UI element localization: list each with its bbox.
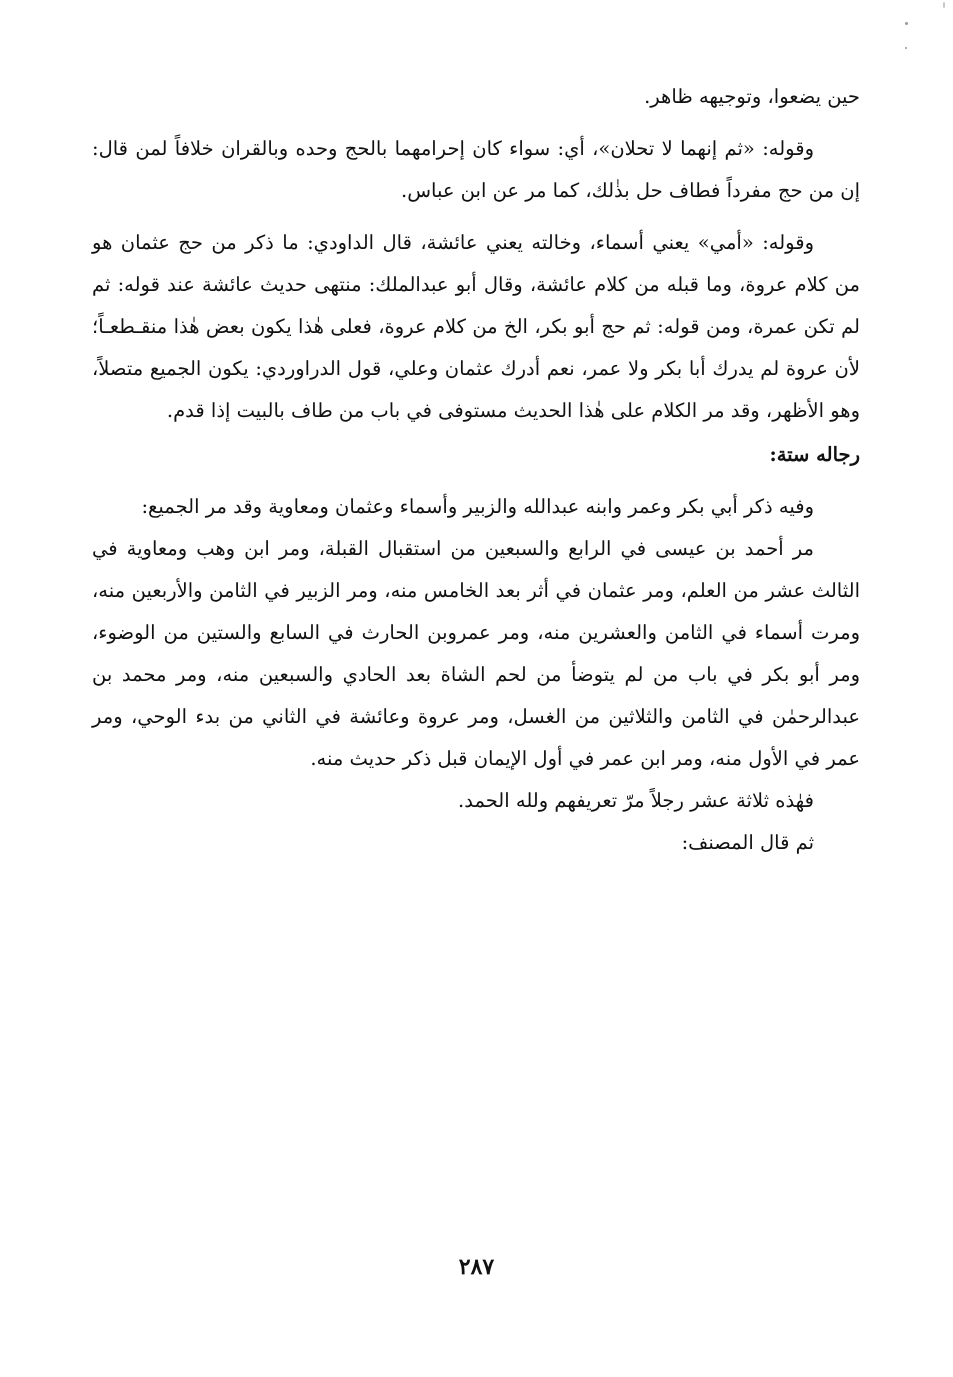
narrators-paragraph: مر أحمد بن عيسى في الرابع والسبعين من استقبال القبلة، ومر ابن وهب ومعاوية في الثالث عشر من العلم، ومر عثمان في أثر بعد الخامس منه، ومر الزبير في الثامن والأربعين منه، ومرت أسماء في الثامن والعشرين منه، ومر عمروبن الحارث في السابع والستين من الوضوء، ومر أبو بكر في باب من لم يتوضأ من لحم الشاة بعد الحادي والسبعين منه، ومر محمد بن عبدالرحمٰن في الثامن والثلاثين من الغسل، ومر عروة وعائشة في الثاني من بدء الوحي، ومر عمر في الأول منه، ومر ابن عمر في أول الإيمان قبل ذكر حديث منه. xyxy=(92,537,860,770)
narrators-intro-paragraph: وفيه ذكر أبي بكر وعمر وابنه عبدالله والزبير وأسماء وعثمان ومعاوية وقد مر الجميع: xyxy=(141,495,814,518)
scan-speck xyxy=(905,47,907,49)
scan-speck xyxy=(943,2,945,8)
commentary-paragraph: وقوله: «ثم إنهما لا تحلان»، أي: سواء كان إحرامهما بالحج وحده وبالقران خلافاً لمن قال: إن من حج مفرداً فطاف حل بذٰلك، كما مر عن ابن عباس. xyxy=(92,137,860,202)
continuation-paragraph: حين يضعوا، وتوجيهه ظاهر. xyxy=(644,85,860,108)
commentary-paragraph: وقوله: «أمي» يعني أسماء، وخالته يعني عائشة، قال الداودي: ما ذكر من حج عثمان هو من كلام عروة، وما قبله من كلام عائشة، وقال أبو عبدالملك: منتهى حديث عائشة عند قوله: ثم لم تكن عمرة، ومن قوله: ثم حج أبو بكر، الخ من كلام عروة، فعلى هٰذا يكون بعض هٰذا منقـطعـاً؛ لأن عروة لم يدرك أبا بكر ولا عمر، نعم أدرك عثمان وعلي، قول الدراوردي: يكون الجميع متصلاً، وهو الأظهر، وقد مر الكلام على هٰذا الحديث مستوفى في باب من طاف بالبيت إذا قدم. xyxy=(92,231,860,422)
closing-paragraph: فهٰذه ثلاثة عشر رجلاً مرّ تعريفهم ولله الحمد. xyxy=(458,789,814,812)
page-number: ٢٨٧ xyxy=(458,1254,495,1280)
body-text xyxy=(92,76,860,864)
author-intro-line: ثم قال المصنف: xyxy=(681,831,814,854)
scan-speck xyxy=(905,22,908,25)
section-heading: رجاله ستة: xyxy=(769,443,860,466)
